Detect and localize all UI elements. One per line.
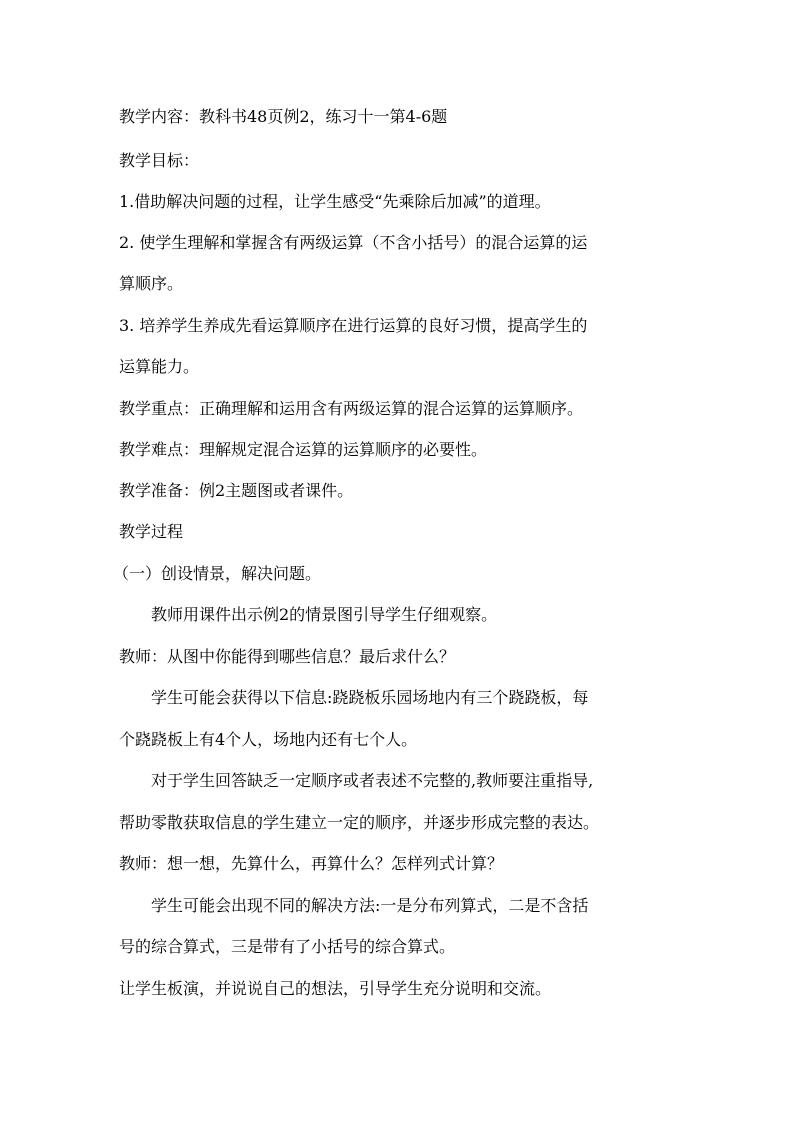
difficulties-line: 教学难点：理解规定混合运算的运算顺序的必要性。: [119, 440, 488, 459]
board-demo-line: 让学生板演，并说说自己的想法，引导学生充分说明和交流。: [119, 979, 552, 998]
section-1-heading: （一）创设情景，解决问题。: [113, 564, 322, 583]
student-answer-line: 学生可能会获得以下信息:跷跷板乐园场地内有三个跷跷板，每: [151, 688, 589, 707]
teaching-goals-heading: 教学目标：: [119, 151, 200, 170]
methods-continuation: 号的综合算式，三是带有了小括号的综合算式。: [119, 937, 456, 956]
goal-3-line: 3. 培养学生养成先看运算顺序在进行运算的良好习惯，提高学生的: [119, 316, 588, 335]
guidance-continuation: 帮助零散获取信息的学生建立一定的顺序，并逐步形成完整的表达。: [119, 813, 600, 832]
teacher-question-2: 教师：想一想，先算什么，再算什么？怎样列式计算？: [119, 854, 504, 873]
teacher-question-1: 教师：从图中你能得到哪些信息？最后求什么？: [119, 647, 456, 666]
preparation-line: 教学准备：例2主题图或者课件。: [119, 481, 354, 500]
process-heading: 教学过程: [119, 522, 184, 541]
student-answer-continuation: 个跷跷板上有4个人，场地内还有七个人。: [119, 730, 418, 749]
goal-3-continuation: 运算能力。: [119, 357, 200, 376]
teaching-content-line: 教学内容：教科书48页例2，练习十一第4-6题: [119, 107, 448, 126]
key-points-line: 教学重点：正确理解和运用含有两级运算的混合运算的运算顺序。: [119, 399, 584, 418]
goal-1-line: 1.借助解决问题的过程，让学生感受“先乘除后加减”的道理。: [119, 192, 551, 211]
paragraph-line: 教师用课件出示例2的情景图引导学生仔细观察。: [151, 605, 498, 624]
goal-2-continuation: 算顺序。: [119, 274, 184, 293]
methods-line: 学生可能会出现不同的解决方法:一是分布列算式，二是不含括: [151, 896, 589, 915]
guidance-line: 对于学生回答缺乏一定顺序或者表述不完整的,教师要注重指导,: [151, 771, 594, 790]
goal-2-line: 2. 使学生理解和掌握含有两级运算（不含小括号）的混合运算的运: [119, 233, 588, 252]
